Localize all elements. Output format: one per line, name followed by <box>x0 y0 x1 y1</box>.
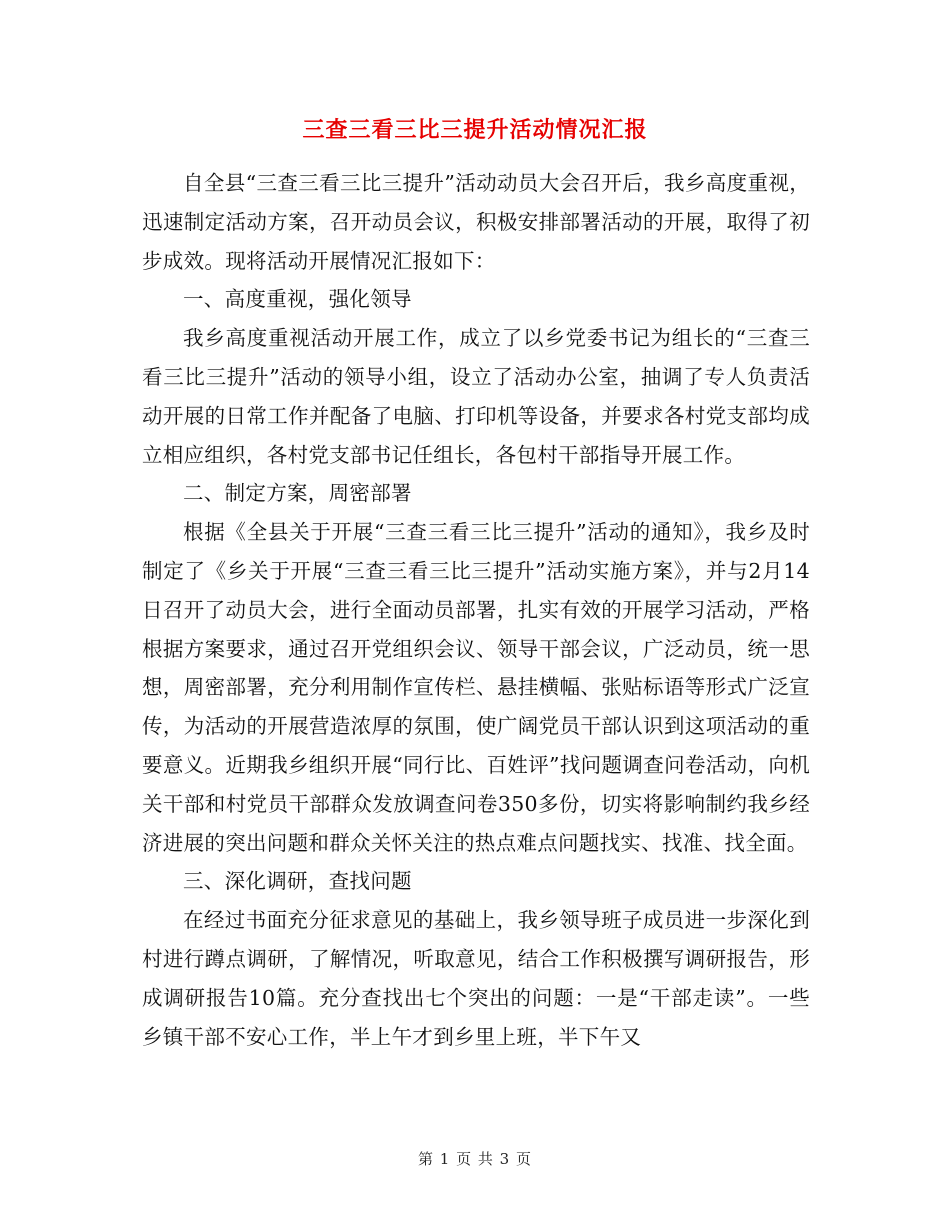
intro-paragraph: 自全县“三查三看三比三提升”活动动员大会召开后，我乡高度重视，迅速制定活动方案，召开动员会议，积极安排部署活动的开展，取得了初步成效。现将活动开展情况汇报如下： <box>142 171 810 273</box>
document-body <box>142 164 810 1056</box>
section-paragraph-1: 我乡高度重视活动开展工作，成立了以乡党委书记为组长的“三查三看三比三提升”活动的领导小组，设立了活动办公室，抽调了专人负责活动开展的日常工作并配备了电脑、打印机等设备，并要求各村党支部均成立相应组织，各村党支部书记任组长，各包村干部指导开展工作。 <box>142 326 810 467</box>
section-heading-2: 二、制定方案，周密部署 <box>183 481 412 506</box>
section-paragraph-3: 在经过书面充分征求意见的基础上，我乡领导班子成员进一步深化到村进行蹲点调研，了解情况，听取意见，结合工作积极撰写调研报告，形成调研报告10篇。充分查找出七个突出的问题：一是“干部走读”。一些乡镇干部不安心工作，半上午才到乡里上班，半下午又 <box>142 908 810 1049</box>
section-heading-1: 一、高度重视，强化领导 <box>183 287 412 312</box>
section-paragraph-2: 根据《全县关于开展“三查三看三比三提升”活动的通知》，我乡及时制定了《乡关于开展“三查三看三比三提升”活动实施方案》，并与2月14日召开了动员大会，进行全面动员部署，扎实有效的开展学习活动，严格根据方案要求，通过召开党组织会议、领导干部会议，广泛动员，统一思想，周密部署，充分利用制作宣传栏、悬挂横幅、张贴标语等形式广泛宣传，为活动的开展营造浓厚的氛围，使广阔党员干部认识到这项活动的重要意义。近期我乡组织开展“同行比、百姓评”找问题调查问卷活动，向机关干部和村党员干部群众发放调查问卷350多份，切实将影响制约我乡经济进展的突出问题和群众关怀关注的热点难点问题找实、找准、找全面。 <box>142 520 810 855</box>
document-title: 三查三看三比三提升活动情况汇报 <box>302 117 648 143</box>
page-number-footer: 第 1 页 共 3 页 <box>418 1150 532 1168</box>
section-heading-3: 三、深化调研，查找问题 <box>183 869 412 894</box>
